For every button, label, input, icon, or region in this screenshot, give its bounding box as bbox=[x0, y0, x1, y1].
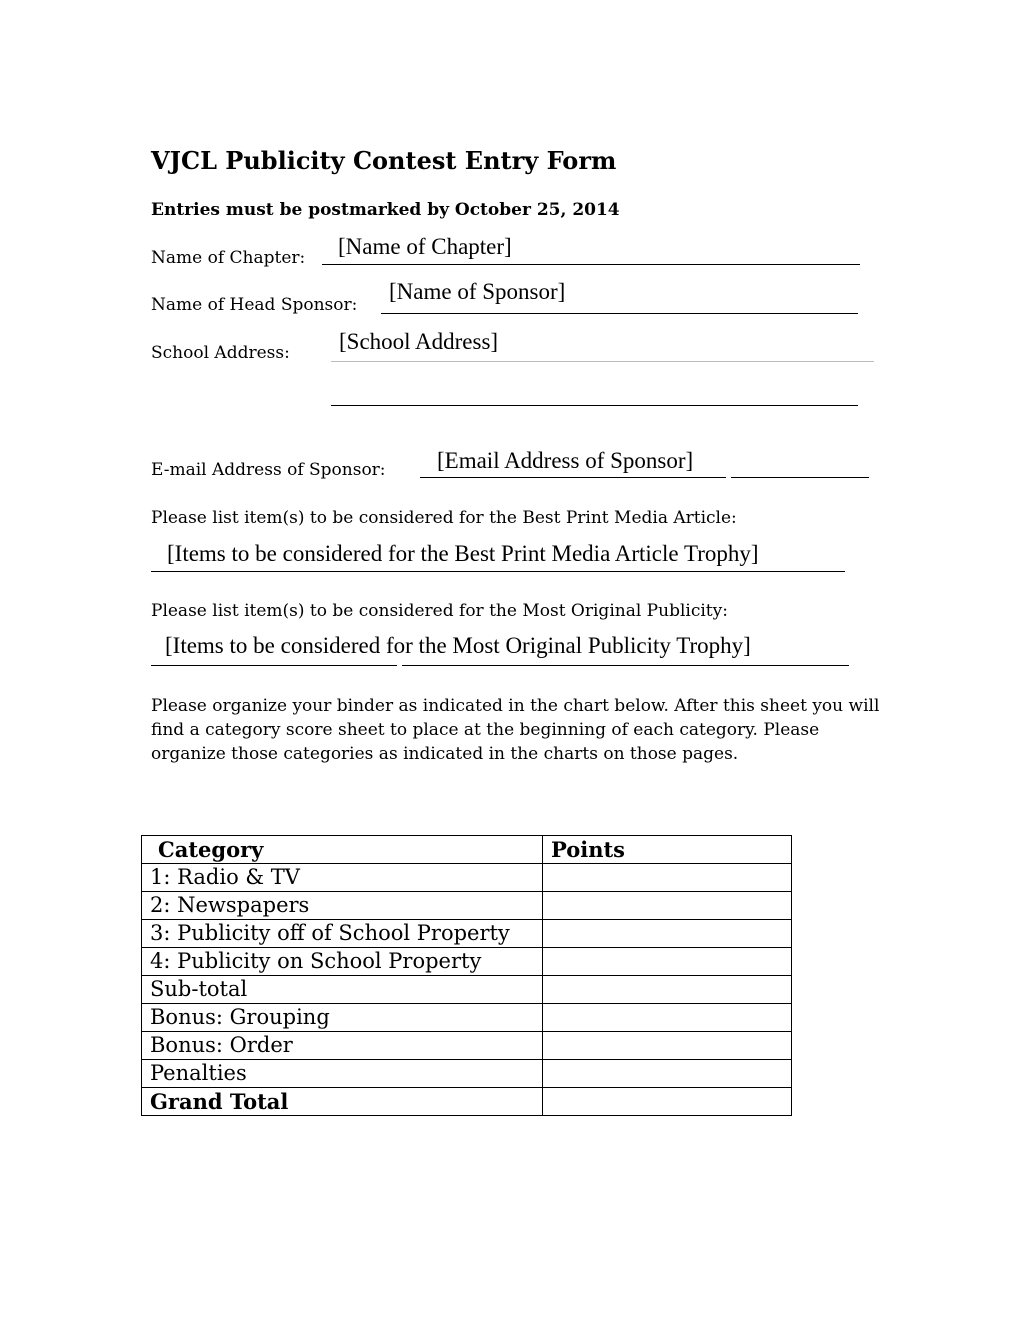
points-cell[interactable] bbox=[543, 892, 792, 920]
category-cell: 4: Publicity on School Property bbox=[142, 948, 543, 976]
sponsor-field[interactable]: [Name of Sponsor] bbox=[389, 279, 566, 304]
category-cell: Grand Total bbox=[142, 1088, 543, 1116]
print-media-field[interactable]: [Items to be considered for the Best Print Media Article Trophy] bbox=[167, 541, 759, 566]
sponsor-underline bbox=[381, 313, 858, 314]
table-row bbox=[142, 1032, 792, 1060]
address-underline-2 bbox=[331, 405, 858, 406]
table-row bbox=[142, 948, 792, 976]
category-cell: 2: Newspapers bbox=[142, 892, 543, 920]
table-row bbox=[142, 976, 792, 1004]
table-row bbox=[142, 1004, 792, 1032]
instructions-paragraph: Please organize your binder as indicated in the chart below. After this sheet you will find a category score sheet to place at the beginning of each category. Please organize those categories as indicated in the charts on those pages. bbox=[151, 696, 880, 764]
print-media-underline bbox=[151, 571, 845, 572]
table-row bbox=[142, 864, 792, 892]
points-cell[interactable] bbox=[543, 920, 792, 948]
table-header-row bbox=[142, 836, 792, 864]
original-field[interactable]: [Items to be considered for the Most Original Publicity Trophy] bbox=[165, 633, 751, 658]
points-cell[interactable] bbox=[543, 976, 792, 1004]
original-underline-2 bbox=[402, 665, 849, 666]
address-underline-1 bbox=[331, 361, 874, 362]
points-cell[interactable] bbox=[543, 1032, 792, 1060]
email-underline-1 bbox=[420, 477, 726, 478]
header-points: Points bbox=[543, 836, 792, 864]
points-cell[interactable] bbox=[543, 1004, 792, 1032]
address-label: School Address: bbox=[151, 343, 290, 363]
email-label: E-mail Address of Sponsor: bbox=[151, 460, 386, 480]
category-cell: Bonus: Order bbox=[142, 1032, 543, 1060]
category-cell: 3: Publicity off of School Property bbox=[142, 920, 543, 948]
email-field[interactable]: [Email Address of Sponsor] bbox=[437, 448, 694, 473]
form-title: VJCL Publicity Contest Entry Form bbox=[151, 146, 617, 175]
deadline-notice: Entries must be postmarked by October 25, 2014 bbox=[151, 200, 620, 220]
category-cell: Penalties bbox=[142, 1060, 543, 1088]
original-label: Please list item(s) to be considered for the Most Original Publicity: bbox=[151, 601, 728, 621]
category-cell: Bonus: Grouping bbox=[142, 1004, 543, 1032]
table-row bbox=[142, 892, 792, 920]
chapter-underline bbox=[322, 264, 860, 265]
address-field[interactable]: [School Address] bbox=[339, 329, 499, 354]
points-cell[interactable] bbox=[543, 1088, 792, 1116]
sponsor-label: Name of Head Sponsor: bbox=[151, 295, 358, 315]
table-row-grand-total bbox=[142, 1088, 792, 1116]
points-cell[interactable] bbox=[543, 864, 792, 892]
chapter-field[interactable]: [Name of Chapter] bbox=[338, 234, 512, 259]
chapter-label: Name of Chapter: bbox=[151, 248, 306, 268]
print-media-label: Please list item(s) to be considered for the Best Print Media Article: bbox=[151, 508, 737, 528]
points-cell[interactable] bbox=[543, 1060, 792, 1088]
score-table bbox=[141, 835, 792, 1116]
table-row bbox=[142, 1060, 792, 1088]
category-cell: 1: Radio & TV bbox=[142, 864, 543, 892]
points-cell[interactable] bbox=[543, 948, 792, 976]
email-underline-2 bbox=[731, 477, 869, 478]
category-cell: Sub-total bbox=[142, 976, 543, 1004]
original-underline-1 bbox=[151, 665, 397, 666]
header-category: Category bbox=[142, 836, 543, 864]
table-row bbox=[142, 920, 792, 948]
